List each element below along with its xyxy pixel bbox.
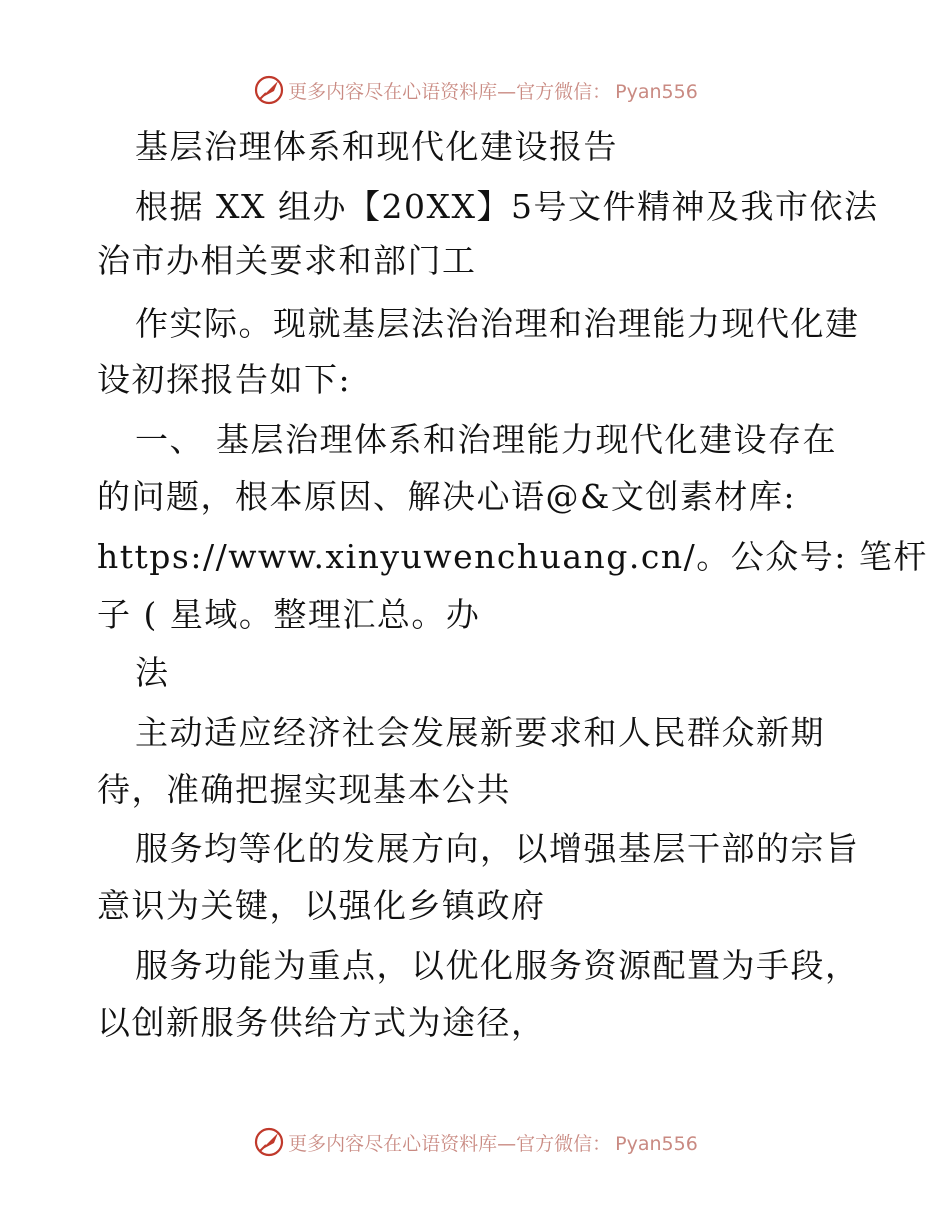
watermark-id: Pyan556 — [615, 1132, 698, 1155]
footer-watermark — [0, 1122, 950, 1162]
text-line: 意识为关键，以强化乡镇政府 — [97, 886, 546, 925]
watermark-text: 更多内容尽在心语资料库—官方微信： — [288, 1132, 612, 1155]
watermark-id: Pyan556 — [615, 80, 698, 103]
text-line: 根据 XX 组办【20XX】5号文件精神及我市依法 — [135, 187, 879, 226]
text-line: 治市办相关要求和部门工 — [97, 241, 477, 280]
text-line: 的问题，根本原因、解决心语@&文创素材库: — [97, 477, 796, 516]
text-line: 主动适应经济社会发展新要求和人民群众新期 — [135, 713, 825, 752]
section-heading: 一、 基层治理体系和治理能力现代化建设存在 — [135, 420, 837, 459]
text-line: 法 — [135, 653, 170, 692]
text-line: 服务功能为重点，以优化服务资源配置为手段， — [135, 946, 860, 985]
document-title: 基层治理体系和现代化建设报告 — [135, 127, 618, 166]
quill-logo-icon — [252, 73, 286, 107]
text-line: 以创新服务供给方式为途径， — [97, 1003, 546, 1042]
text-line: https://www.xinyuwenchuang.cn/。公众号: 笔杆 — [97, 537, 928, 576]
text-line: 待，准确把握实现基本公共 — [97, 770, 511, 809]
text-line: 服务均等化的发展方向，以增强基层干部的宗旨 — [135, 829, 860, 868]
header-watermark — [0, 70, 950, 110]
watermark-text: 更多内容尽在心语资料库—官方微信： — [288, 80, 612, 103]
quill-logo-icon — [252, 1125, 286, 1159]
text-line: 作实际。现就基层法治治理和治理能力现代化建 — [135, 304, 860, 343]
text-line: 设初探报告如下: — [97, 360, 352, 399]
text-line: 子 ( 星域。整理汇总。办 — [97, 595, 481, 634]
